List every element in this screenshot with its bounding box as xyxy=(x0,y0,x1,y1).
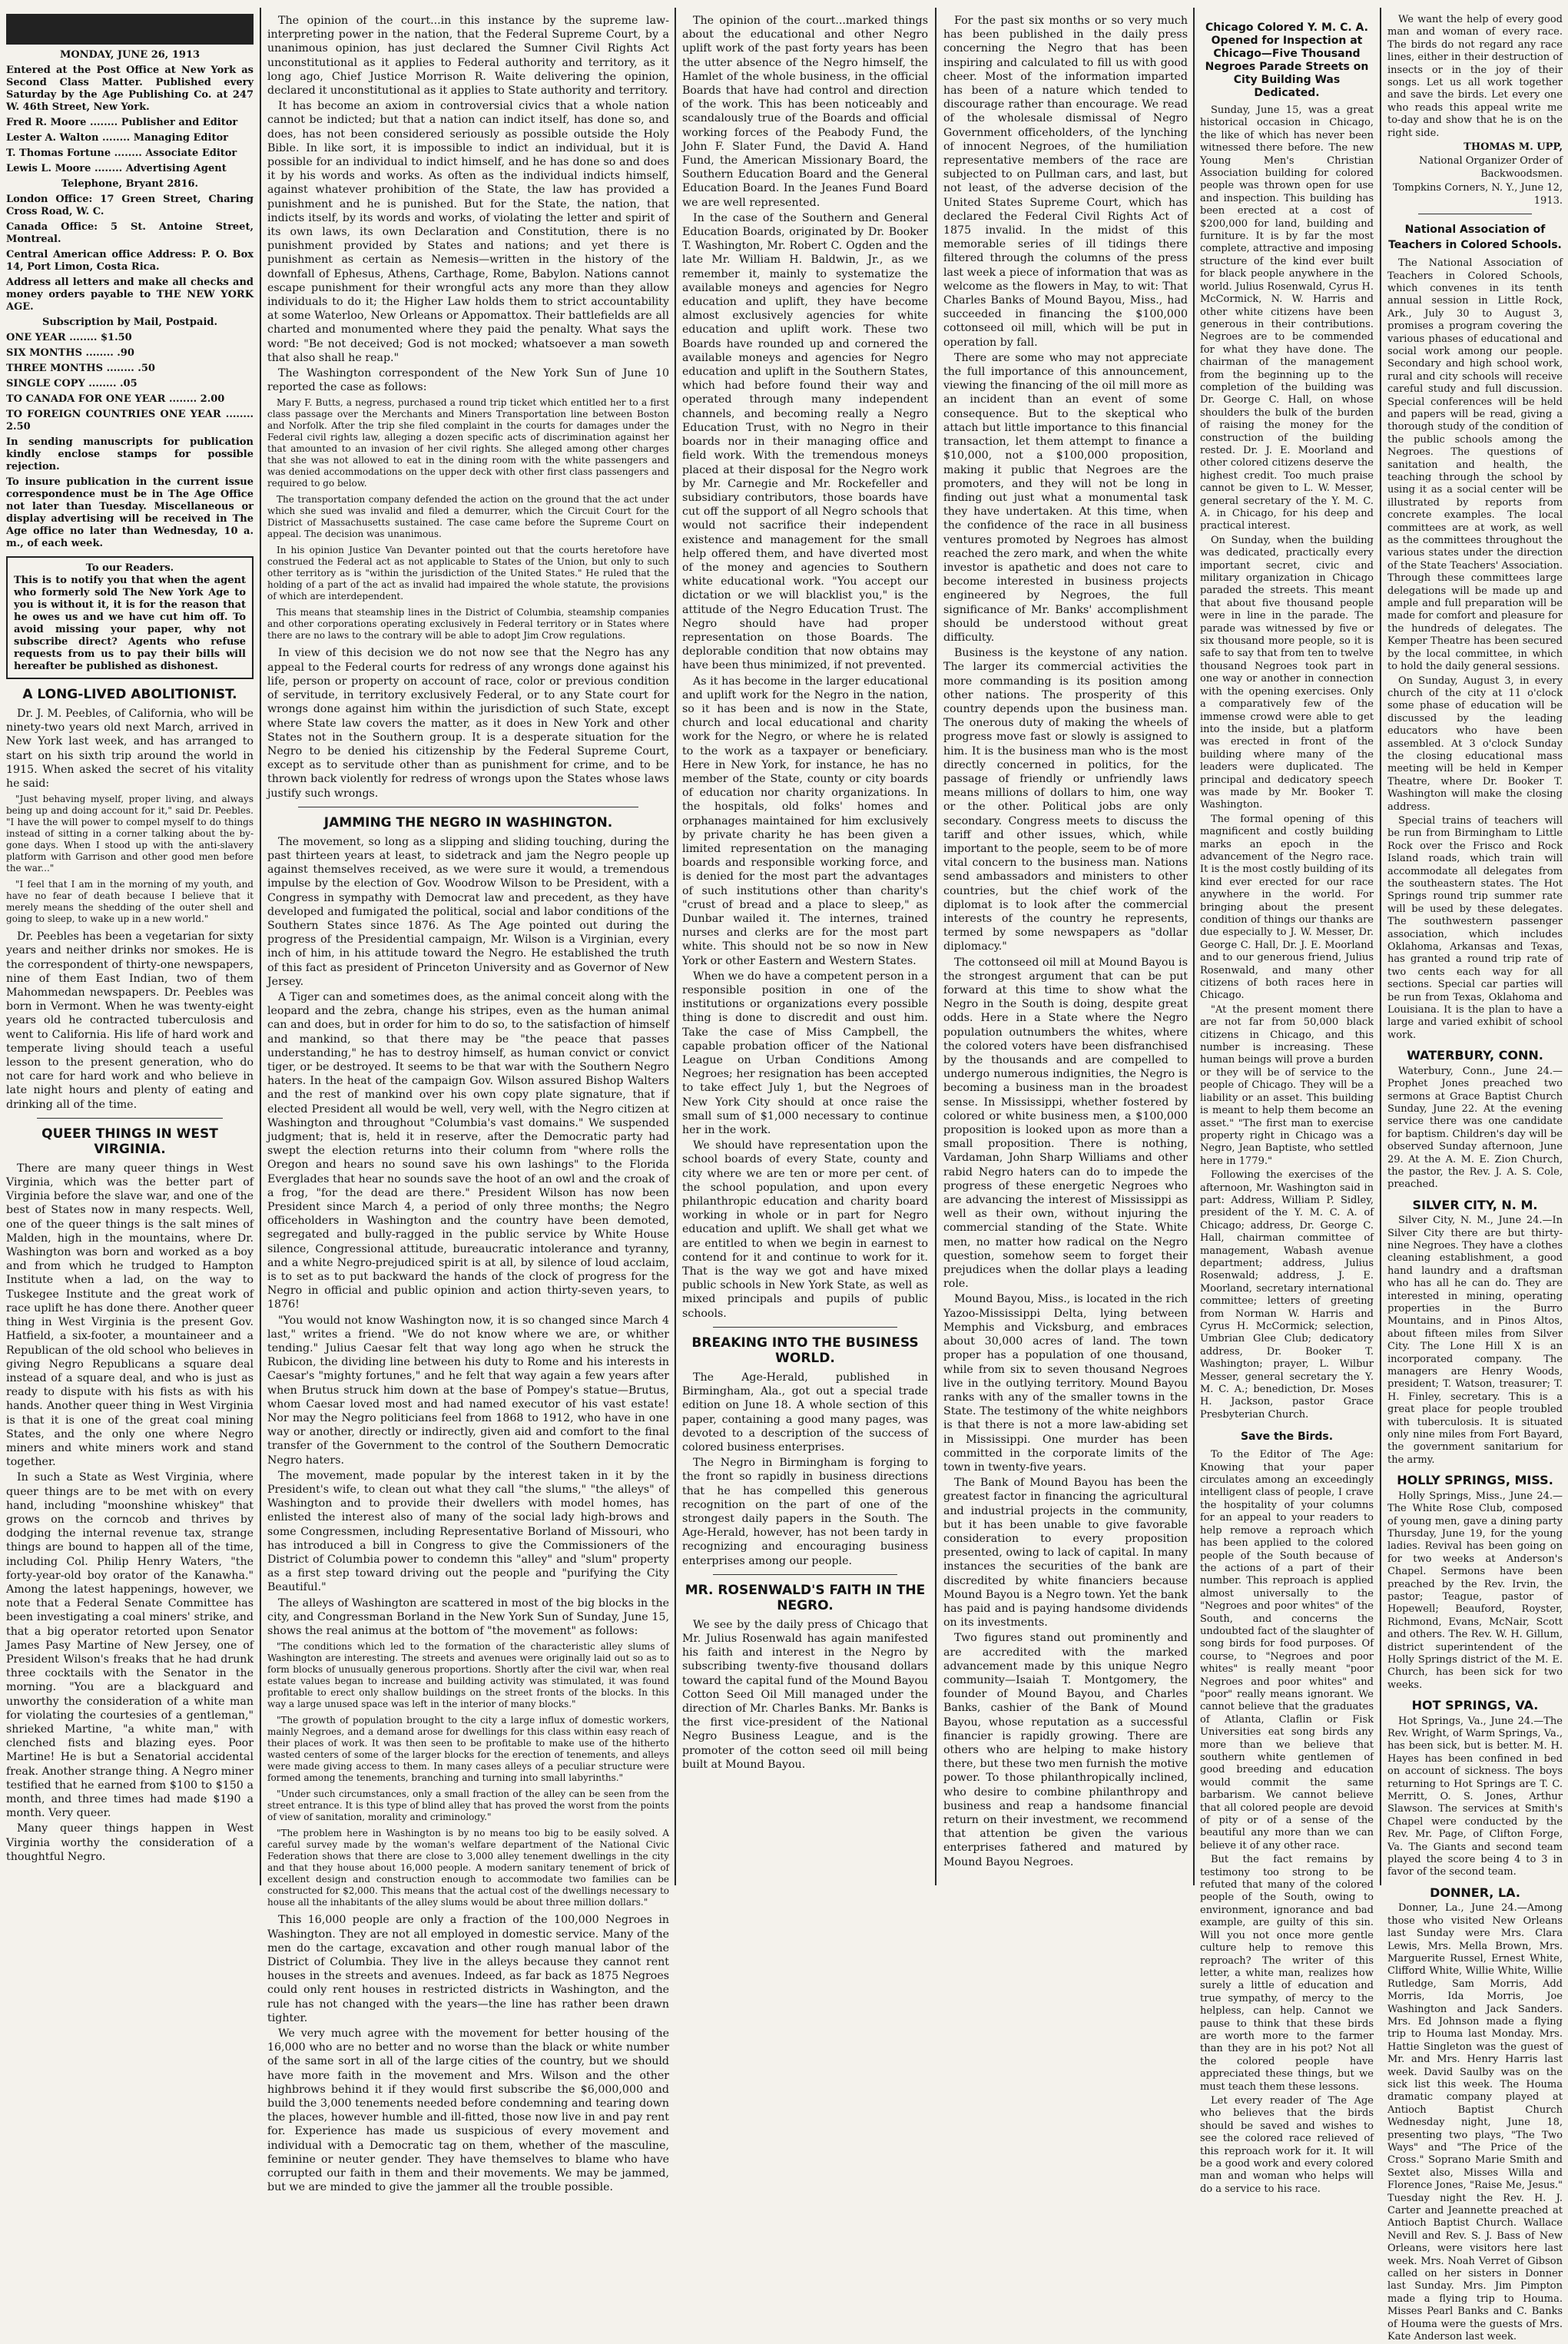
headline-teachers: National Association of Teachers in Colored Schools. xyxy=(1388,224,1562,252)
article-quote: "The growth of population brought to the city a large influx of domestic workers, mainly Negroes, and a demand arose for dwellings for this class within easy reach of their places of work. It was then seen to be profitable to make use of the hitherto wasted centers of some of the larger blocks for the erection of tenements, and alleys were made giving access to them. In many cases alleys of a peculiar structure were formed among the tenements, branching and turning into small labyrinths." xyxy=(267,1715,669,1784)
divider xyxy=(713,1574,897,1575)
remittance-note: Address all letters and make all checks and money orders payable to THE NEW YORK AGE. xyxy=(6,277,254,313)
column-rule xyxy=(1193,8,1195,1885)
headline-ymca: Chicago Colored Y. M. C. A. Opened for Inspection at Chicago—Five Thousand Negroes Parade Streets on City Building Was Dedicated. xyxy=(1205,22,1369,99)
headline-rosenwald: MR. ROSENWALD'S FAITH IN THE NEGRO. xyxy=(685,1582,926,1613)
article-quote: In his opinion Justice Van Devanter pointed out that the courts heretofore have construed the Federal act as not applicable to States of the Union, but only to such other territory as is "within the jurisdiction of the United States." He ruled that the holding of a part of the act as invalid had impaired the whole statute, the provisions of which are interdependent. xyxy=(267,545,669,602)
staff-line: Lewis L. Moore ........ Advertising Agent xyxy=(6,163,227,174)
article-paragraph: There are many queer things in West Virginia, which was the better part of Virginia before the slave war, and one of the best of States now in many respects. Well, one of the queer things is the salt mines of Malden, high in the mountains, where Dr. Washington was born and worked as a boy and from which he trudged to Hampton Institute when a lad, on the way to Tuskegee Institute and the great work of race uplift he has done there. Another queer thing in West Virginia is the present Gov. Hatfield, a six-footer, a mountaineer and a Republican of the old school who believes in giving Negro Republicans a square deal instead of a square deal, and who is just as ready to dispute with his fists as with his hands. Another queer thing in West Virginia is that it is one of the great coal mining States, and the only one where Negro miners and white miners work and stand together. xyxy=(6,1162,254,1469)
article-paragraph: Dr. Peebles has been a vegetarian for sixty years and neither drinks nor smokes. He is the correspondent of thirty-one newspapers, nine of them East Indian, two of them Mahommedan newspapers. Dr. Peebles was born in Vermont. When he was twenty-eight years old he contracted tuberculosis and went to California. His life of hard work and temperate living should teach a useful lesson to the present generation, who do not care for hard work and who believe in late night hours and plenty of eating and drinking all of the time. xyxy=(6,930,254,1111)
article-paragraph: Waterbury, Conn., June 24.—Prophet Jones preached two sermons at Grace Baptist Church Sunday, June 22. At the evening service there was one candidate for baptism. Children's day will be observed Sunday afternoon, June 29. At the A. M. E. Zion Church, the pastor, the Rev. J. A. S. Cole, preached. xyxy=(1387,1065,1563,1191)
readers-notice-body: This is to notify you that when the agent who formerly sold The New York Age to you is without it, it is for the reason that he owes us and we have cut him off. To avoid missing your paper, why not subscribe direct? Agents who refuse requests from us to pay their bills will hereafter be published as dishonest. xyxy=(14,575,246,672)
article-quote: The transportation company defended the action on the ground that the act under which she sued was invalid and filed a demurrer, which the Circuit Court for the District of Massachusetts sustained. The case came before the Supreme Court on appeal. The decision was unanimous. xyxy=(267,494,669,540)
column-rule xyxy=(260,8,261,1885)
headline-holly-springs: HOLLY SPRINGS, MISS. xyxy=(1397,1473,1553,1488)
article-paragraph: The formal opening of this magnificent and costly building marks an epoch in the advancement of the Negro race. It is the most costly building of its kind ever erected for our race anywhere in the world. For bringing about the present condition of things our thanks are due especially to J. W. Messer, Dr. George C. Hall, Dr. J. E. Moorland and to our generous friend, Julius Rosenwald, and many other citizens of both races here in Chicago. xyxy=(1200,813,1374,1002)
article-paragraph: Donner, La., June 24.—Among those who visited New Orleans last Sunday were Mrs. Clara Lewis, Mrs. Mella Brown, Mrs. Marguerite Russel, Ernest White, Clifford White, Willie White, Willie Rutledge, Sam Morris, Add Morris, Ida Morris, Joe Washington and Jack Sanders. Mrs. Ed Johnson made a flying trip to Houma last Monday. Mrs. Hattie Singleton was the guest of Mr. and Mrs. Henry Harris last week. David Saulby was on the sick list this week. The Houma dramatic company played at Antioch Baptist Church Wednesday night, June 18, presenting two plays, "The Two Ways" and "The Price of the Cross." Soprano Marie Smith and Sextet also, Misses Willa and Florence Jones, "Raise Me, Jesus." Tuesday night the Rev. H. J. Carter and Jeannette preached at Antioch Baptist Church. Wallace Nevill and Rev. S. J. Bass of New Orleans, were visitors here last week. Mrs. Noah Verret of Gibson called on her sisters in Donner last Sunday. Mrs. Jim Pimpton made a flying trip to Houma. Misses Pearl Banks and C. Banks of Houma were the guests of Mrs. Kate Anderson last week. xyxy=(1387,1902,1563,2343)
headline-jamming: JAMMING THE NEGRO IN WASHINGTON. xyxy=(323,814,613,831)
subscription-rate: TO CANADA FOR ONE YEAR ........ 2.00 xyxy=(6,393,225,405)
article-paragraph: The Negro in Birmingham is forging to the front so rapidly in business directions that he has compelled this generous recognition on the part of one of the strongest daily papers in the South. The Age-Herald, however, has not been tardy in recognizing and encouraging business enterprises among our people. xyxy=(682,1457,928,1567)
headline-save-birds: Save the Birds. xyxy=(1240,1431,1334,1444)
column-rule xyxy=(675,8,676,1885)
subscription-rate: ONE YEAR ........ $1.50 xyxy=(6,332,132,343)
divider xyxy=(37,1118,223,1119)
article-paragraph: The opinion of the court...marked things about the educational and other Negro uplift work of the past forty years has been the utter absence of the Negro himself, the Hamlet of the whole business, in the official Boards that have had control and direction of the work. This has been noticeably and scandalously true of the Boards and official working forces of the Peabody Fund, the John F. Slater Fund, the David A. Hand Fund, the American Missionary Board, the Southern Education Board and the General Education Board. In the Jeanes Fund Board we are well represented. xyxy=(682,15,928,209)
headline-west-virginia: QUEER THINGS IN WEST VIRGINIA. xyxy=(41,1126,218,1157)
article-paragraph: "At the present moment there are not far from 50,000 black citizens in Chicago, and this number is increasing. These human beings will prove a burden or they will be of service to the people of Chicago. They will be a liability or an asset. This building is meant to help them become an asset." "The first man to exercise property right in Chicago was a Negro, Jean Baptiste, who settled here in 1779." xyxy=(1200,1003,1374,1167)
article-paragraph: It has become an axiom in controversial civics that a whole nation cannot be indicted; but that a nation can indict itself, has done so, and does, has not been considered seriously as possible outside the Holy Bible. In like sort, it is impossible to indict an individual, but it is possible for an individual to indict himself, and he has done so and does it by his words and works. As often as the individual indicts himself, against whatever prohibition of the State, the law has provided a punishment and he is punished. But for the State, the nation, that indicts itself, by its words and works, of violating the letter and spirit of its own laws, its own Declaration and Constitution, there is no punishment provided by States and nations; and yet there is punishment as certain as Nemesis—written in the history of the downfall of Ephesus, Athens, Carthage, Rome, Babylon. Nations cannot escape punishment for their wrongful acts any more than they allow individuals to do it; the Higher Law holds them to strict accountability at some Waterloo, New Orleans or Appomattox. Their battlefields are all charted and monumented where they paid the penalty. What says the word: "Be not deceived; God is not mocked; whatsoever a man soweth that also shall he reap." xyxy=(267,100,669,364)
deadline-note: To insure publication in the current issue correspondence must be in The Age Office not later than Tuesday. Miscellaneous or display advertising will be received in The Age office no later than Wednesday, 10 a. m., of each week. xyxy=(6,476,254,549)
column-1 xyxy=(6,14,254,1882)
article-quote: "The problem here in Washington is by no means too big to be easily solved. A careful survey made by the woman's welfare department of the National Civic Federation shows that there are close to 3,000 alley tenement dwellings in the city and that they house about 16,000 people. A modern sanitary tenement of brick of excellent design and construction enough to accommodate two families can be constructed for $2,000. This means that the actual cost of the dwellings necessary to house all the inhabitants of the alley slums would be about three million dollars." xyxy=(267,1828,669,1908)
headline-hot-springs: HOT SPRINGS, VA. xyxy=(1411,1698,1539,1713)
article-paragraph: The opinion of the court...in this instance by the supreme law-interpreting power in the nation, that the Federal Supreme Court, by a unanimous opinion, has just declared the Sumner Civil Rights Act unconstitutional as it applies to Federal authority and territory, as it long ago, Chief Justice Morrison R. Waite delivering the opinion, declared it unconstitutional as it applies to State authority and territory. xyxy=(267,15,669,98)
article-paragraph: Hot Springs, Va., June 24.—The Rev. Wright, of Warm Springs, Va., has been sick, but is better. M. H. Hayes has been confined in bed on account of sickness. The boys returning to Hot Springs are T. C. Merritt, O. S. Jones, Arthur Slawson. The services at Smith's Chapel were conducted by the Rev. Mr. Page, of Clifton Forge, Va. The Giants and second team played the score being 4 to 3 in favor of the second team. xyxy=(1387,1715,1563,1878)
readers-notice xyxy=(6,556,254,679)
article-paragraph: Mound Bayou, Miss., is located in the rich Yazoo-Mississippi Delta, lying between Memphis and Vicksburg, and embraces about 30,000 acres of land. The town proper has a population of one thousand, while from six to seven thousand Negroes live in the outlying territory. Mound Bayou ranks with any of the smaller towns in the State. The testimony of the white neighbors is that there is not a more law-abiding set in Mississippi. One murder has been committed in the corporate limits of the town in twenty-five years. xyxy=(943,1293,1188,1474)
headline-abolitionist: A LONG-LIVED ABOLITIONIST. xyxy=(22,687,237,702)
staff-line: Lester A. Walton ........ Managing Editor xyxy=(6,132,228,144)
article-paragraph: Sunday, June 15, was a great historical occasion in Chicago, the like of which has never been witnessed there before. The new Young Men's Christian Association building for colored people was thrown open for use and inspection. This building has been erected at a cost of $200,000 for land, building and furniture. It is by far the most complete, attractive and imposing structure of the kind ever built for black people anywhere in the world. Julius Rosenwald, Cyrus H. McCormick, N. W. Harris and other white citizens have been generous in their contributions. Negroes are to be commended for what they have done. The chairman of the management from the beginning up to the completion of the building was Dr. George C. Hall, on whose shoulders the bulk of the burden of raising the money for the construction of the building rested. Dr. J. E. Moorland and other colored citizens deserve the highest credit. Too much praise cannot be given to L. W. Messer, general secretary of the Y. M. C. A. in Chicago, for his deep and practical interest. xyxy=(1200,104,1374,532)
signature-place: Tompkins Corners, N. Y., June 12, 1913. xyxy=(1392,182,1563,207)
column-6 xyxy=(1387,14,1563,2343)
article-paragraph: Dr. J. M. Peebles, of California, who will be ninety-two years old next March, arrived in New York last week, and has arranged to start on his sixth trip around the world in 1915. When asked the secret of his vitality he said: xyxy=(6,708,254,791)
article-paragraph: On Sunday, August 3, in every church of the city at 11 o'clock some phase of education will be discussed by the leading educators who have been assembled. At 3 o'clock Sunday the closing educational mass meeting will be held in Kemper Theatre, where Dr. Booker T. Washington will make the closing address. xyxy=(1387,675,1563,813)
article-paragraph: To the Editor of The Age: Knowing that your paper circulates among an exceedingly intelligent class of people, I crave the hospitality of your columns for an appeal to your readers to help remove a reproach which has been applied to the colored people of the South because of the actions of a part of their number. This reproach is applied almost universally to the "Negroes and poor whites" of the South, and concerns the undoubted fact of the slaughter of song birds for food purposes. Of course, to "Negroes and poor whites" is really meant "poor Negroes and poor whites" and "poor" really means ignorant. We cannot believe that the graduates of Atlanta, Claflin or Fisk Universities eat song birds any more than we believe that southern white gentlemen of good breeding and education would commit the same barbarism. We cannot believe that all colored people are devoid of pity or of a sense of the beautiful any more than we can believe it of any other race. xyxy=(1200,1449,1374,1852)
article-paragraph: The Age-Herald, published in Birmingham, Ala., got out a special trade edition on June 18. A whole section of this paper, containing a good many pages, was devoted to a description of the success of colored business enterprises. xyxy=(682,1371,928,1454)
article-quote: "Under such circumstances, only a small fraction of the alley can be seen from the street entrance. It is this type of blind alley that has proved the worst from the points of view of sanitation, morality and criminology." xyxy=(267,1789,669,1823)
telephone-line: Telephone, Bryant 2816. xyxy=(61,178,199,190)
london-office: London Office: 17 Green Street, Charing Cross Road, W. C. xyxy=(6,194,254,217)
article-paragraph: There are some who may not appreciate the full importance of this announcement, viewing the financing of the oil mill more as an incident than an event of some consequence. But to the skeptical who attach but little importance to this financial transaction, let them attempt to finance a $10,000, not a $100,000 proposition, making it public that Negroes are the promoters, and they will not be long in finding out just what a monumental task they have undertaken. At this time, when the confidence of the race in all business ventures promoted by Negroes has almost reached the zero mark, and when the white investor is apathetic and does not care to become interested in business projects engineered by Negroes, the full significance of Mr. Banks' accomplishment should be understood without great difficulty. xyxy=(943,351,1188,644)
entry-notice: Entered at the Post Office at New York as Second Class Matter. Published every Saturday by the Age Publishing Co. at 247 W. 46th Street, New York. xyxy=(6,65,254,113)
article-quote: "Just behaving myself, proper living, and always being up and doing account for it," said Dr. Peebles. "I have the will power to compel myself to do things instead of sitting in a corner talking about the by-gone days. When I stood up with the anti-slavery platform with Garrison and other good men before the war..." xyxy=(6,794,254,874)
article-paragraph: The cottonseed oil mill at Mound Bayou is the strongest argument that can be put forward at this time to show what the Negro in the South is doing, despite great odds. Here in a State where the Negro population outnumbers the whites, where the colored voters have been disfranchised by the thousands and are compelled to undergo numerous indignities, the Negro is becoming a business man in the broadest sense. In Mississippi, whether fostered by colored or white business men, a $100,000 proposition is looked upon as more than a small proposition. There is nothing, Vardaman, John Sharp Williams and other rabid Negro haters can do to impede the progress of these energetic Negroes who are advancing the interest of Mississippi as well as their own, without injuring the commercial standing of the State. White men, no matter how radical on the Negro question, somehow seem to forget their prejudices when the dollar plays a leading role. xyxy=(943,956,1188,1291)
article-paragraph: We want the help of every good man and woman of every race. The birds do not regard any race lines, either in their destruction of insects or in the joy of their songs. Let us all work together and save the birds. Let every one who reads this appeal write me to-day and show that he is on the right side. xyxy=(1387,14,1563,139)
article-paragraph: The National Association of Teachers in Colored Schools, which convenes in its tenth annual session in Little Rock, Ark., July 30 to August 3, promises a program covering the various phases of educational and social work among our people. Secondary and high school work, rural and city schools will receive careful study and full discussion. Special conferences will be held and papers will be read, giving a thorough study of the condition of the public schools among the Negroes. The questions of sanitation and health, the teaching through the school by using it as a social center will be illustrated by reports from concrete examples. The local committees are at work, as well as the committees throughout the various states under the direction of the State Teachers' Association. Through these committees large delegations will be made up and ample and full preparation will be made for comfort and pleasure for the hundreds of delegates. The Kemper Theatre has been secured by the local committee, in which to hold the daily general sessions. xyxy=(1387,257,1563,673)
article-paragraph: The movement, so long as a slipping and sliding touching, during the past thirteen years at least, to sidetrack and jam the Negro people up against themselves received, as we were sure it would, a tremendous impulse by the election of Gov. Woodrow Wilson to be President, with a Congress in sympathy with Democrat law and precedent, as they have developed and fumigated the political, social and labor conditions of the Southern States since 1876. As The Age pointed out during the progress of the Presidential campaign, Mr. Wilson is a Virginian, every inch of him, in his attitude toward the Negro. He established the truth of this fact as president of Princeton University and as Governor of New Jersey. xyxy=(267,835,669,988)
column-3 xyxy=(682,14,928,1882)
column-rule xyxy=(935,8,936,1885)
article-paragraph: We should have representation upon the school boards of every State, county and city where we are ten or more per cent. of the school population, and upon every philanthropic education and charity board working in whole or in part for Negro education and uplift. We shall get what we are entitled to when we begin in earnest to contend for it and continue to work for it. That is the way we got and have mixed public schools in New York State, as well as mixed principals and pupils of public schools. xyxy=(682,1139,928,1320)
subscription-rate: SIX MONTHS ........ .90 xyxy=(6,347,134,359)
signature-title: National Organizer Order of Backwoodsmen. xyxy=(1419,155,1563,180)
article-paragraph: The Bank of Mound Bayou has been the greatest factor in financing the agricultural and industrial projects in the community, but it has been unable to give favorable consideration to every proposition presented, owing to lack of capital. In many instances the securities of the bank are discredited by white financiers because Mound Bayou is a Negro town. Yet the bank has paid and is paying handsome dividends on its investments. xyxy=(943,1477,1188,1630)
article-paragraph: Holly Springs, Miss., June 24.—The White Rose Club, composed of young men, gave a dining party Thursday, June 19, for the young ladies. Revival has been going on for two weeks at Anderson's Chapel. Sermons have been preached by the Rev. Irvin, the pastor; Teague, pastor of Hopewell; Beauford, Royster, Richmond, Evans, McNair, Scott and others. The Rev. W. H. Gillum, district superintendent of the Holly Springs district of the M. E. Church, has been sick for two weeks. xyxy=(1387,1490,1563,1691)
subscription-rate: SINGLE COPY ........ .05 xyxy=(6,378,138,390)
article-quote: This means that steamship lines in the District of Columbia, steamship companies and other corporations operating exclusively in Federal territory or in States where there are no laws to the contrary will be able to adopt Jim Crow regulations. xyxy=(267,607,669,642)
masthead xyxy=(6,14,254,550)
article-paragraph: In such a State as West Virginia, where queer things are to be met with on every hand, including "moonshine whiskey" that grows on the corncob and thrives by dodging the internal revenue tax, strange things are bound to happen all of the time, including Col. Philip Henry Waters, "the forty-year-old boy orator of the Kanawha." Among the latest happenings, however, we note that a Federal Senate Committee has been investigating a coal miners' strike, and that a big operator retorted upon Senator James Pasy Martine of New Jersey, one of President Wilson's freaks that he had drunk three cocktails with the Senator in the morning. "You are a blackguard and unworthy the consideration of a white man for violating the courtesies of a gentleman," shrieked Martine, "a white man," with clenched fists and blazing eyes. Poor Martine! He is but a Senatorial accidental freak. Another strange thing. A Negro miner testified that he earned from $100 to $150 a month, and three times had made $190 a month. Very queer. xyxy=(6,1471,254,1820)
headline-waterbury: WATERBURY, CONN. xyxy=(1407,1048,1543,1063)
divider xyxy=(713,1327,897,1328)
staff-line: Fred R. Moore ........ Publisher and Editor xyxy=(6,117,238,128)
article-quote: "I feel that I am in the morning of my youth, and have no fear of death because I believe that it merely means the shedding of the outer shell and going to sleep, to wake up in a new world." xyxy=(6,879,254,925)
article-paragraph: Following the exercises of the afternoon, Mr. Washington said in part: Address, William P. Sidley, president of the Y. M. C. A. of Chicago; address, Dr. George C. Hall, chairman committee of management, Wabash avenue department; address, Julius Rosenwald; address, J. E. Moorland, secretary international committee; letters of greeting from Norman W. Harris and Cyrus H. McCormick; selection, Umbrian Glee Club; dedicatory address, Dr. Booker T. Washington; prayer, L. Wilbur Messer, general secretary the Y. M. C. A.; benediction, Dr. Moses H. Jackson, pastor Grace Presbyterian Church. xyxy=(1200,1169,1374,1421)
column-2 xyxy=(267,14,669,2194)
article-paragraph: But the fact remains by testimony too strong to be refuted that many of the colored people of the South, owing to environment, ignorance and bad example, are guilty of this sin. Will you not once more gentle culture help to remove this reproach? The writer of this letter, a white man, realizes how surely a little of education and true sympathy, of mercy to the helpless, can help. Cannot we pause to think that these birds are worth more to the farmer than they are in his pot? Not all the colored people have appreciated these things, but we must teach them these lessons. xyxy=(1200,1854,1374,2093)
date-line: MONDAY, JUNE 26, 1913 xyxy=(59,49,201,61)
article-paragraph: We see by the daily press of Chicago that Mr. Julius Rosenwald has again manifested his faith and interest in the Negro by subscribing twenty-five thousand dollars toward the capital fund of the Mound Bayou Cotton Seed Oil Mill managed under the direction of Mr. Charles Banks. Mr. Banks is the first vice-president of the National Negro Business League, and is the promoter of the cotton seed oil mill being built at Mound Bayou. xyxy=(682,1618,928,1771)
headline-silver-city: SILVER CITY, N. M. xyxy=(1412,1197,1538,1212)
article-paragraph: Let every reader of The Age who believes that the birds should be saved and wishes to see the colored race relieved of this reproach work for it. It will be a good work and every colored man and woman who helps will do a service to his race. xyxy=(1200,2094,1374,2195)
article-paragraph: The movement, made popular by the interest taken in it by the President's wife, to clean out what they call "the slums," "the alleys" of Washington and to provide their dwellers with model homes, has enlisted the interest also of many of the social lady high-brows and some Congressmen, including Representative Borland of Missouri, who has introduced a bill in Congress to give the Commissioners of the District of Columbia power to condemn this "alley" and "slum" property as a first step toward driving out the people and "purifying the City Beautiful." xyxy=(267,1469,669,1594)
article-paragraph: This 16,000 people are only a fraction of the 100,000 Negroes in Washington. They are not all employed in domestic service. Many of the men do the cartage, excavation and other rough manual labor of the District of Columbia. They live in the alleys because they cannot rent houses in the streets and avenues. Indeed, as far back as 1875 Negroes could only rent houses in restricted districts in Washington, and the rule has not changed with the years—the line has rather been drawn tighter. xyxy=(267,1914,669,2024)
manuscripts-note: In sending manuscripts for publication kindly enclose stamps for possible rejection. xyxy=(6,436,254,472)
masthead-nameplate xyxy=(6,14,254,45)
subscription-rate: TO FOREIGN COUNTRIES ONE YEAR ........ 2.50 xyxy=(6,409,254,433)
signature-name: THOMAS M. UPP, xyxy=(1464,141,1563,154)
column-5 xyxy=(1200,14,1374,2195)
article-paragraph: When we do have a competent person in a responsible position in one of the institutions or organizations every possible thing is done to discredit and oust him. Take the case of Miss Campbell, the capable probation officer of the National League on Urban Conditions Among Negroes; her resignation has been accepted to take effect July 1, but the Negroes of New York City should at once raise the small sum of $1,000 necessary to continue her in the work. xyxy=(682,970,928,1137)
column-4 xyxy=(943,14,1188,1882)
article-paragraph: Two figures stand out prominently and are accredited with the marked advancement made by this unique Negro community—Isaiah T. Montgomery, the founder of Mound Bayou, and Charles Banks, cashier of the Bank of Mound Bayou, whose reputation as a successful financier is rapidly growing. There are others who are helping to make history there, but these two men furnish the motive power. To those philanthropically inclined, who desire to combine philanthropy and business and reap a handsome financial return on their investment, we recommend that attention be given the various enterprises fathered and matured by Mound Bayou Negroes. xyxy=(943,1632,1188,1868)
article-paragraph: Silver City, N. M., June 24.—In Silver City there are but thirty-nine Negroes. They have a clothes cleaning establishment, a good hand laundry and a draftsman who has all he can do. They are interested in mining, operating properties in the Burro Mountains, and in Pinos Altos, about fifteen miles from Silver City. The Lone Hill X is an incorporated company. The managers are Henry Woods, president; T. Watson, treasurer; T. H. Finley, secretary. This is a great place for people troubled with tuberculosis. It is situated only nine miles from Fort Bayard, the government sanitarium for the army. xyxy=(1387,1215,1563,1466)
column-rule xyxy=(1380,8,1381,1885)
article-paragraph: We very much agree with the movement for better housing of the 16,000 who are no better and no worse than the black or white number of the same sort in all of the large cities of the country, but we should have more faith in the movement and Mrs. Wilson and the other highbrows behind it if they would first subscribe the $6,000,000 and build the 3,000 tenements needed before condemning and tearing down the places, however humble and ill-fitted, those now live in and pay rent for. Experience has made us suspicious of every movement and individual with a Democratic tag on them, whether of the masculine, feminine or neuter gender. They have themselves to blame who have corrupted our faith in them and their movements. We may be jammed, but we are minded to give the jammer all the trouble possible. xyxy=(267,2027,669,2194)
article-paragraph: Business is the keystone of any nation. The larger its commercial activities the more commanding is its position among other nations. The prosperity of this country depends upon the business man. The onerous duty of making the wheels of progress move fast or slowly is assigned to him. It is the business man who is the most directly concerned in politics, for the passage of friendly or unfriendly laws means millions of dollars to him, one way or the other. Political jobs are only secondary. Congress meets to discuss the tariff and other issues, which, while important to the people, seem to be of more vital concern to the business man. Nations send ambassadors and ministers to other countries, but the chief work of the diplomat is to look after the commercial interests of the country he represents, termed by some newspapers as "dollar diplomacy." xyxy=(943,647,1188,953)
subscription-title: Subscription by Mail, Postpaid. xyxy=(41,317,218,328)
article-paragraph: For the past six months or so very much has been published in the daily press concerning the Negro that has been inspiring and calculated to fill us with good cheer. Most of the information imparted has been of a nature which tended to discourage rather than encourage. We read of the wholesale dismissal of Negro Government officeholders, of the lynching of innocent Negroes, of the humiliation representative members of the race are subjected to on Pullman cars, and last, but not least, of the adverse decision of the United States Supreme Court, which has declared the Federal Civil Rights Act of 1875 invalid. In the midst of this memorable series of ill tidings there filtered through the columns of the press last week a piece of information that was as welcome as the flowers in May, to wit: That Charles Banks of Mound Bayou, Miss., had succeeded in financing the $100,000 cottonseed oil mill, which will be put in operation by fall. xyxy=(943,15,1188,349)
article-paragraph: The Washington correspondent of the New York Sun of June 10 reported the case as follows: xyxy=(267,367,669,394)
article-paragraph: In the case of the Southern and General Education Boards, originated by Dr. Booker T. Washington, Mr. Robert C. Ogden and the late Mr. William H. Baldwin, Jr., as we remember it, mainly to systematize the available moneys and agencies for Negro education and uplift, they have become almost exclusively agencies for white education and uplift work. These two Boards have rounded up and cornered the available moneys and agencies for Negro education and uplift in the Southern States, which had before found their way and operated through many independent channels, and becoming really a Negro Education Trust, with no Negro in their boards nor in their managing office and field work. With the tremendous moneys placed at their disposal for the Negro work by Mr. Carnegie and Mr. Rockefeller and subsidiary contributors, those boards have cut off the support of all Negro schools that would not sacrifice their independent existence and management for the small help offered them, and have diverted most of the money and agencies to Southern white educational work. "You accept our dictation or we will blacklist you," is the attitude of the Negro Education Trust. The Negro should have had proper representation on those Boards. The deplorable condition that now obtains may have been thus minimized, if not prevented. xyxy=(682,211,928,672)
article-paragraph: Special trains of teachers will be run from Birmingham to Little Rock over the Frisco and Rock Island roads, which train will accommodate all delegates from the southeastern states. The Hot Springs round trip summer rate will be used by these delegates. The southwestern passenger association, which includes Oklahoma, Arkansas and Texas, has granted a round trip rate of two cents each way for all sections. Special car parties will be run from Texas, Oklahoma and Louisiana. It is the plan to have a large and varied exhibit of school work. xyxy=(1387,814,1563,1041)
article-paragraph: As it has become in the larger educational and uplift work for the Negro in the nation, so it has been and is now in the State, church and local educational and charity work for the Negro, or where he is related to the work as a taxpayer or beneficiary. Here in New York, for instance, he has no member of the State, county or city boards of education nor charity organizations. In the hospitals, old folks' homes and orphanages maintained for him exclusively by private charity he has been given a limited representation on the managing boards and responsible working force, and is denied for the most part the advantages of such institutions other than charity's "crust of bread and a place to sleep," as Dunbar wailed it. The internes, trained nurses and clerks are for the most part white. This should not be so now in New York or other Eastern and Western States. xyxy=(682,675,928,967)
article-quote: Mary F. Butts, a negress, purchased a round trip ticket which entitled her to a first class passage over the Merchants and Miners Transportation line between Boston and Norfolk. After the trip she filed complaint in the courts for damages under the Federal civil rights law, alleging a dozen specific acts of discrimination against her that amounted to an invasion of her civil rights. She alleged among other charges that she was not allowed to eat in the dining room with the white passengers and was denied accommodations on the upper deck with other first class passengers and required to go below. xyxy=(267,397,669,489)
article-paragraph: The alleys of Washington are scattered in most of the big blocks in the city, and Congressman Borland in the New York Sun of Sunday, June 15, shows the real animus at the bottom of "the movement" as follows: xyxy=(267,1596,669,1638)
central-america-office: Central American office Address: P. O. Box 14, Port Limon, Costa Rica. xyxy=(6,249,254,273)
article-paragraph: On Sunday, when the building was dedicated, practically every important secret, civic and military organization in Chicago paraded the streets. This meant that about five thousand people were in line in the parade. The parade was witnessed by five or six thousand more people, so it is safe to say that from ten to twelve thousand Negroes took part in one way or another in connection with the opening exercises. Only a comparatively few of the immense crowd were able to get into the inside, but a platform was erected in front of the building where many of the leaders were duplicated. The principal and dedicatory speech was made by Mr. Booker T. Washington. xyxy=(1200,534,1374,811)
article-paragraph: "You would not know Washington now, it is so changed since March 4 last," writes a friend. "We do not know where we are, or whither tending." Julius Caesar felt that way long ago when he struck the Rubicon, the dividing line between his duty to Rome and his interests in Caesar's "mighty fortunes," and he felt that way again a few years after when Brutus struck him down at the base of Pompey's statue—Brutus, whom Caesar loved most and had named executor of his vast estate! Nor may the Negro politicians feel from 1868 to 1912, who have in one way or another, directly or indirectly, given aid and comfort to the final transfer of the Government to the control of the Southern Democratic Negro haters. xyxy=(267,1314,669,1467)
subscription-rate: THREE MONTHS ........ .50 xyxy=(6,363,155,374)
canada-office: Canada Office: 5 St. Antoine Street, Montreal. xyxy=(6,221,254,245)
readers-notice-title: To our Readers. xyxy=(85,562,174,574)
headline-donner: DONNER, LA. xyxy=(1430,1885,1520,1900)
article-quote: "The conditions which led to the formation of the characteristic alley slums of Washington are interesting. The streets and avenues were originally laid out so as to form blocks of unusually generous proportions. Shortly after the civil war, when real estate values began to increase and building activity was stimulated, it was found profitable to erect only shallow buildings on the street fronts of the blocks. In this way a large unused space was left in the interior of many blocks." xyxy=(267,1641,669,1710)
article-paragraph: In view of this decision we do not now see that the Negro has any appeal to the Federal courts for redress of any wrongs done against his life, person or property on account of race, color or previous condition of servitude, in territory exclusively Federal, or to any State court for wrongs done against him within the jurisdiction of such State, except where State law covers the matter, as it does in New York and other States not in the Southern group. It is a desperate situation for the Negro to be denied his citizenship by the Federal Supreme Court, except as to servitude other than as punishment for crime, and to be thrown back violently for redress of wrongs upon the States whose laws justify such wrongs. xyxy=(267,647,669,800)
staff-line: T. Thomas Fortune ........ Associate Editor xyxy=(6,148,237,159)
article-paragraph: A Tiger can and sometimes does, as the animal conceit along with the leopard and the zebra, change his stripes, even as the human animal can and does, but in order for him to do so, to the satisfaction of himself and mankind, so that there may be "the peace that passes understanding," he has to destroy himself, as human convict or convict tiger, or be destroyed. It seems to be that war with the Southern Negro haters. In the heat of the campaign Gov. Wilson assured Bishop Walters and the rest of mankind over his own copy plate signature, that if elected President all would be well, very well, with the Negro citizen at Washington and throughout "Columbia's vast domains." We suspended judgment; that is, held it in reserve, after the Democratic party had swept the election returns into their column from "where rolls the Oregon and hears no sound save his own lashings" to the Florida Everglades that hear no sounds save the hoot of an owl and the croak of a frog, "for the dead are there." President Wilson has now been President since March 4, a period of only three months; the Negro officeholders in Washington and the country have been demoted, segregated and bully-ragged in the public service by White House silence, Congressional attitude, bureaucratic intolerance and tyranny, and a white Negro-prejudiced spirit is at all, by silence of loud acclaim, is to set as to put backward the hands of the clock of progress for the Negro in official and public opinion and action thirty-seven years, to 1876! xyxy=(267,990,669,1311)
headline-business-world: BREAKING INTO THE BUSINESS WORLD. xyxy=(691,1334,919,1366)
article-paragraph: Many queer things happen in West Virginia worthy the consideration of a thoughtful Negro. xyxy=(6,1822,254,1863)
